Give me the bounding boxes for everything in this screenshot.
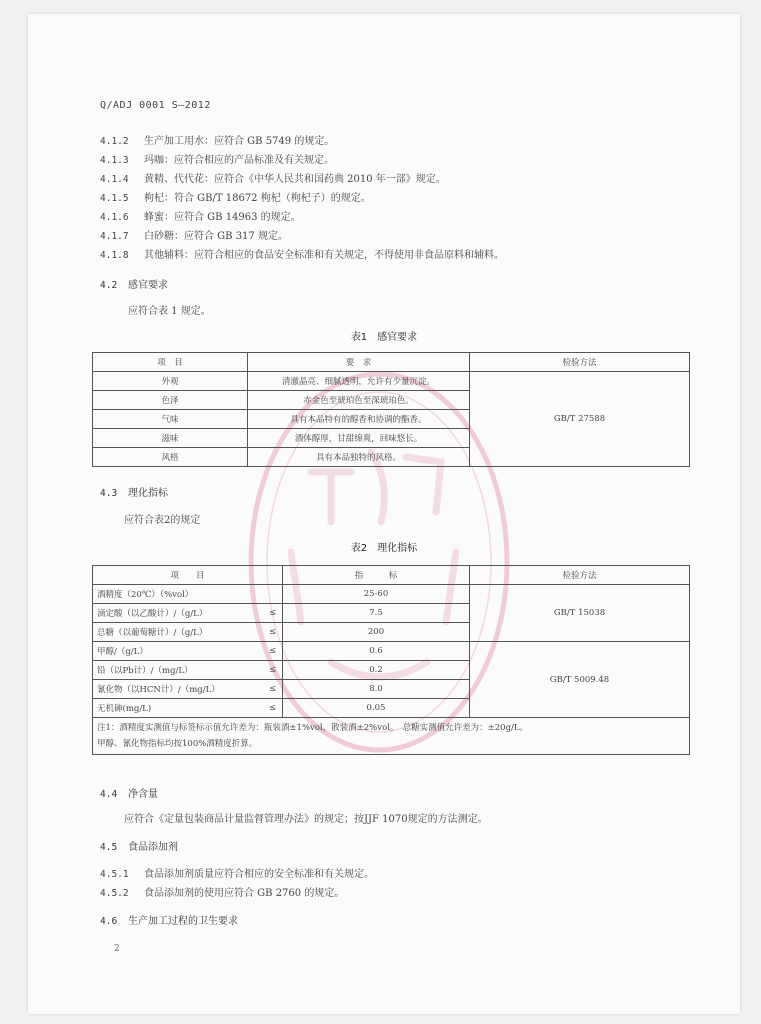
table-cell: 0.2 (283, 661, 470, 680)
table-header-cell: 检验方法 (470, 353, 690, 372)
table-cell: 铅（以Pb计）/（mg/L） ≤ (93, 661, 283, 680)
table-cell: 风格 (93, 448, 248, 467)
table-cell: 总糖（以葡萄糖计）/（g/L） ≤ (93, 623, 283, 642)
list-item: 4.1.4 黄精、代代花：应符合《中华人民共和国药典 2010 年一部》规定。 (100, 174, 446, 185)
table-cell: 酒体醇厚，甘甜绵爽，回味悠长。 (248, 429, 470, 448)
table-cell: 气味 (93, 410, 248, 429)
physicochemical-table (92, 565, 690, 755)
table-cell: 7.5 (283, 604, 470, 623)
list-item: 4.1.2 生产加工用水：应符合 GB 5749 的规定。 (100, 136, 335, 147)
table-cell: 酒精度（20℃）（%vol） (93, 585, 283, 604)
table-cell: 外观 (93, 372, 248, 391)
page-number: 2 (114, 944, 120, 954)
section-heading-net-content: 4.4 净含量 (100, 789, 158, 800)
list-item: 4.5.1 食品添加剂质量应符合相应的安全标准和有关规定。 (100, 869, 374, 880)
table-cell: 滋味 (93, 429, 248, 448)
list-item: 4.1.8 其他辅料：应符合相应的食品安全标准和有关规定，不得使用非食品原料和辅料。 (100, 250, 504, 261)
table-cell-method: GB/T 27588 (470, 372, 690, 467)
table-header-cell: 项 目 (93, 566, 283, 585)
table-row (93, 372, 690, 391)
table-cell: 200 (283, 623, 470, 642)
table-cell: 清澈晶亮、细腻透明，允许有少量沉淀。 (248, 372, 470, 391)
table-cell: 滴定酸（以乙酸计）/（g/L） ≤ (93, 604, 283, 623)
table-header-cell: 项 目 (93, 353, 248, 372)
table-cell: 25-60 (283, 585, 470, 604)
table-cell: 具有本品独特的风格。 (248, 448, 470, 467)
table-cell: 无机砷(mg/L) ≤ (93, 699, 283, 718)
section-paragraph: 应符合《定量包装商品计量监督管理办法》的规定；按JJF 1070规定的方法测定。 (124, 814, 488, 825)
table-header-cell: 要 求 (248, 353, 470, 372)
list-item: 4.1.7 白砂糖：应符合 GB 317 规定。 (100, 231, 288, 242)
section-paragraph: 应符合表 1 规定。 (128, 306, 211, 317)
list-item: 4.1.5 枸杞：符合 GB/T 18672 枸杞（枸杞子）的规定。 (100, 193, 371, 204)
list-item: 4.5.2 食品添加剂的使用应符合 GB 2760 的规定。 (100, 888, 345, 899)
sensory-table (92, 352, 690, 467)
table-cell: 赤金色至琥珀色至深琥珀色。 (248, 391, 470, 410)
table-cell: 0.05 (283, 699, 470, 718)
table-header-cell: 检验方法 (470, 566, 690, 585)
table1-caption: 表1 感官要求 (350, 332, 418, 343)
table-note: 注1：酒精度实测值与标签标示值允许差为：瓶装酒±1%vol，散装酒±2%vol。 总糖实测值允许差为：±20g/L。 甲醇、氰化物指标均按100%酒精度折算。 (93, 718, 690, 755)
table-cell-method: GB/T 5009.48 (470, 642, 690, 718)
table-header-cell: 指 标 (283, 566, 470, 585)
document-page (28, 14, 740, 1014)
table-cell-method: GB/T 15038 (470, 585, 690, 642)
list-item: 4.1.3 玛咖：应符合相应的产品标准及有关规定。 (100, 155, 334, 166)
table-header-row (93, 566, 690, 585)
table-cell: 色泽 (93, 391, 248, 410)
section-heading-food-additives: 4.5 食品添加剂 (100, 842, 178, 853)
table2-caption: 表2 理化指标 (350, 543, 418, 554)
list-item: 4.1.6 蜂蜜：应符合 GB 14963 的规定。 (100, 212, 301, 223)
table-header-row (93, 353, 690, 372)
document-header: Q/ADJ 0001 S—2012 (100, 100, 211, 111)
table-note-row (93, 718, 690, 755)
section-heading-hygiene: 4.6 生产加工过程的卫生要求 (100, 916, 238, 927)
table-cell: 具有本品特有的醇香和协调的酯香。 (248, 410, 470, 429)
table-cell: 甲醇/（g/L） ≤ (93, 642, 283, 661)
section-paragraph: 应符合表2的规定 (124, 515, 201, 526)
section-heading-sensory: 4.2 感官要求 (100, 280, 168, 291)
table-row (93, 585, 690, 604)
table-row (93, 642, 690, 661)
table-cell: 氰化物（以HCN计）/（mg/L） ≤ (93, 680, 283, 699)
section-heading-physicochemical: 4.3 理化指标 (100, 488, 168, 499)
table-cell: 0.6 (283, 642, 470, 661)
table-cell: 8.0 (283, 680, 470, 699)
